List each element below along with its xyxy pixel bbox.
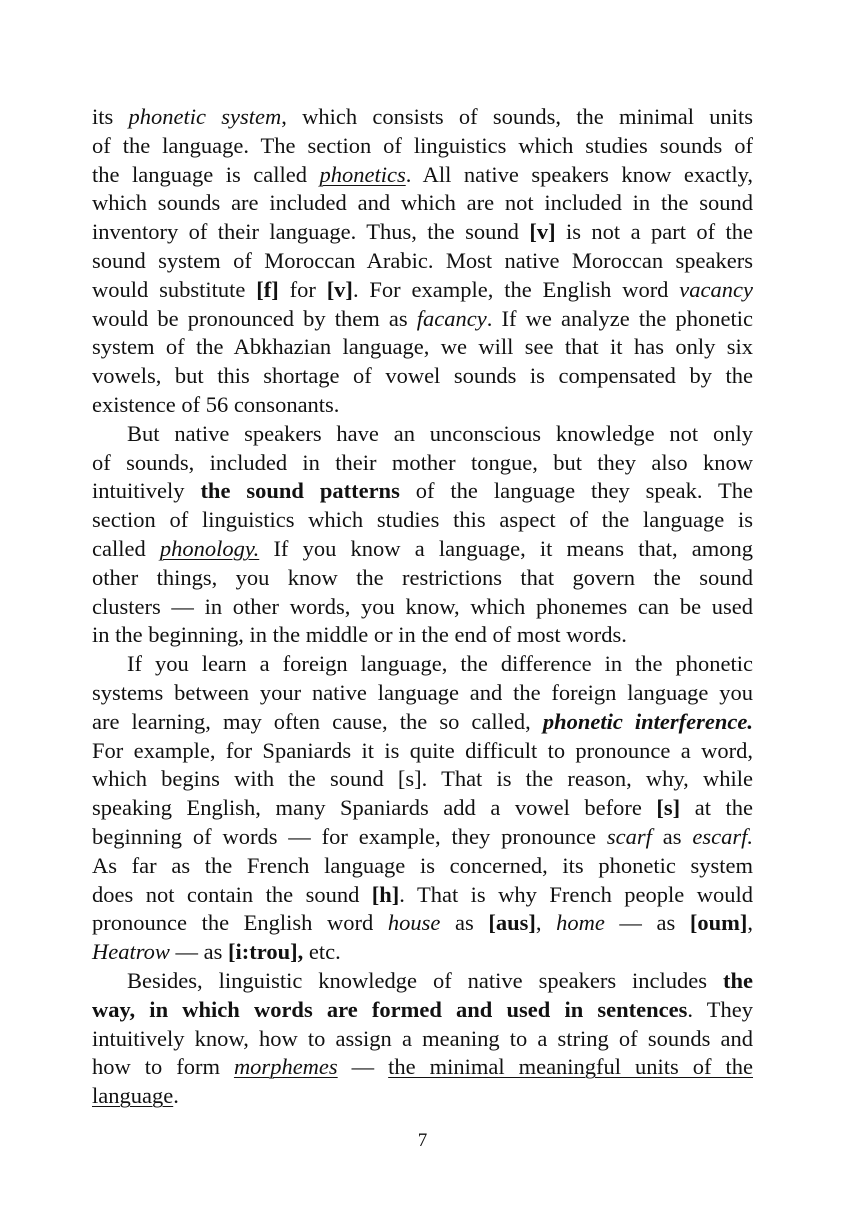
styled-text-run: scarf xyxy=(606,823,652,849)
text-line xyxy=(92,506,753,535)
text-line xyxy=(92,477,753,506)
text-run: its xyxy=(92,104,129,129)
styled-text-run: [v] xyxy=(326,276,353,302)
text-line xyxy=(92,679,753,708)
text-line xyxy=(92,823,753,852)
text-run: section of linguistics which studies this aspect of the language is xyxy=(92,507,753,533)
text-run: which begins with the sound [s]. That is the reason, why, while xyxy=(92,766,753,792)
text-run: intuitively xyxy=(92,478,201,504)
text-run: sound system of Moroccan Arabic. Most native Moroccan speakers xyxy=(92,247,753,273)
text-run: As far as the French language is concerned, its phonetic system xyxy=(92,852,753,878)
text-run: as xyxy=(440,910,489,936)
text-run: etc. xyxy=(303,939,341,965)
text-line xyxy=(92,1053,753,1082)
text-line xyxy=(92,909,753,938)
text-run: pronounce the English word xyxy=(92,910,388,936)
text-line xyxy=(92,593,753,622)
text-run: If you know a language, it means that, among xyxy=(259,535,753,561)
text-line xyxy=(92,189,753,218)
styled-text-run: escarf. xyxy=(692,823,753,849)
text-run: other things, you know the restrictions that govern the sound xyxy=(92,564,753,590)
text-run: systems between your native language and the foreign language you xyxy=(92,679,753,705)
text-run: system of the Abkhazian language, we will see that it has only six xyxy=(92,334,753,360)
text-run: — as xyxy=(604,910,690,936)
text-run: For example, for Spaniards it is quite difficult to pronounce a word, xyxy=(92,737,753,763)
styled-text-run: phonetics xyxy=(319,161,406,187)
text-run: speaking English, many Spaniards add a vowel before xyxy=(92,795,657,821)
styled-text-run: vacancy xyxy=(679,276,753,302)
styled-text-run: phonetic interference. xyxy=(542,708,753,734)
text-run: which sounds are included and which are not included in the sound xyxy=(92,190,753,216)
text-run: inventory of their language. Thus, the sound xyxy=(92,219,530,245)
styled-text-run: morphemes xyxy=(233,1054,338,1080)
text-line xyxy=(92,333,753,362)
text-run: — xyxy=(337,1054,389,1080)
text-run: at the xyxy=(680,795,753,821)
text-run: , xyxy=(747,910,754,936)
text-line xyxy=(92,1082,753,1111)
styled-text-run: [f] xyxy=(256,276,279,302)
text-run: — as xyxy=(169,939,229,965)
text-run: But native speakers have an unconscious knowledge not only xyxy=(127,420,753,446)
text-run: of the language. The section of linguistics which studies sounds of xyxy=(92,132,753,158)
styled-text-run: Heatrow xyxy=(92,939,170,965)
styled-text-run: way, in which words are formed and used in sentences xyxy=(92,996,688,1022)
text-run: is not a part of the xyxy=(555,219,753,245)
text-run: . That is why French people would xyxy=(399,881,753,907)
text-run: does not contain the sound xyxy=(92,881,372,907)
text-line xyxy=(92,103,753,132)
text-run: would substitute xyxy=(92,276,257,302)
styled-text-run: the xyxy=(723,967,753,993)
text-run: called xyxy=(92,535,160,561)
text-run: Besides, linguistic knowledge of native speakers includes xyxy=(127,967,723,993)
text-line xyxy=(92,650,753,679)
text-run: , xyxy=(535,910,557,936)
text-line xyxy=(92,996,753,1025)
text-line xyxy=(92,362,753,391)
text-line xyxy=(92,535,753,564)
page-number: 7 xyxy=(417,1130,428,1151)
text-run: . For example, the English word xyxy=(352,276,680,302)
text-line xyxy=(92,391,753,420)
styled-text-run: the sound patterns xyxy=(200,478,400,504)
text-line xyxy=(92,564,753,593)
text-line xyxy=(92,420,753,449)
text-line xyxy=(92,449,753,478)
text-line xyxy=(92,276,753,305)
text-line xyxy=(92,708,753,737)
text-line xyxy=(92,881,753,910)
text-run: intuitively know, how to assign a meaning to a string of sounds and xyxy=(92,1025,753,1051)
text-line xyxy=(92,967,753,996)
document-body xyxy=(92,103,753,1111)
styled-text-run: [h] xyxy=(371,881,400,907)
styled-text-run: [v] xyxy=(529,219,556,245)
text-run: are learning, may often cause, the so called, xyxy=(92,708,543,734)
text-run: for xyxy=(278,276,327,302)
text-run: beginning of words — for example, they pronounce xyxy=(92,823,607,849)
text-line xyxy=(92,1025,753,1054)
text-line xyxy=(92,305,753,334)
styled-text-run: home xyxy=(556,910,605,936)
paragraph xyxy=(92,650,753,967)
text-line xyxy=(92,737,753,766)
text-line xyxy=(92,852,753,881)
text-run: the language is called xyxy=(92,161,320,187)
styled-text-run: phonology. xyxy=(159,535,260,561)
text-run: clusters — in other words, you know, which phonemes can be used xyxy=(92,593,753,619)
styled-text-run: language xyxy=(92,1083,174,1109)
text-run: vowels, but this shortage of vowel sounds is compensated by the xyxy=(92,363,753,389)
text-run: . All native speakers know exactly, xyxy=(405,161,753,187)
styled-text-run: [i:trou], xyxy=(228,939,304,965)
paragraph xyxy=(92,967,753,1111)
styled-text-run: facancy xyxy=(416,305,487,331)
text-run: . If we analyze the phonetic xyxy=(486,305,753,331)
text-run: If you learn a foreign language, the difference in the phonetic xyxy=(127,651,753,677)
styled-text-run: [s] xyxy=(656,795,681,821)
text-line xyxy=(92,765,753,794)
text-line xyxy=(92,794,753,823)
paragraph xyxy=(92,103,753,420)
text-run: of sounds, included in their mother tongue, but they also know xyxy=(92,449,753,475)
text-line xyxy=(92,621,753,650)
text-run: in the beginning, in the middle or in the end of most words. xyxy=(92,622,627,648)
text-run: existence of 56 consonants. xyxy=(92,391,340,417)
text-run: would be pronounced by them as xyxy=(92,305,417,331)
text-line xyxy=(92,247,753,276)
styled-text-run: the minimal meaningful units of the xyxy=(388,1054,753,1080)
styled-text-run: [aus] xyxy=(488,910,536,936)
styled-text-run: [oum] xyxy=(689,910,748,936)
text-run: as xyxy=(651,823,693,849)
text-line xyxy=(92,938,753,967)
text-line xyxy=(92,132,753,161)
text-line xyxy=(92,218,753,247)
text-run: . xyxy=(173,1083,179,1109)
text-line xyxy=(92,161,753,190)
text-run: . They xyxy=(687,996,754,1022)
text-run: , which consists of sounds, the minimal units xyxy=(281,104,753,129)
styled-text-run: phonetic system xyxy=(128,104,282,129)
paragraph xyxy=(92,420,753,650)
text-run: of the language they speak. The xyxy=(399,478,754,504)
text-run: how to form xyxy=(92,1054,234,1080)
styled-text-run: house xyxy=(387,910,441,936)
